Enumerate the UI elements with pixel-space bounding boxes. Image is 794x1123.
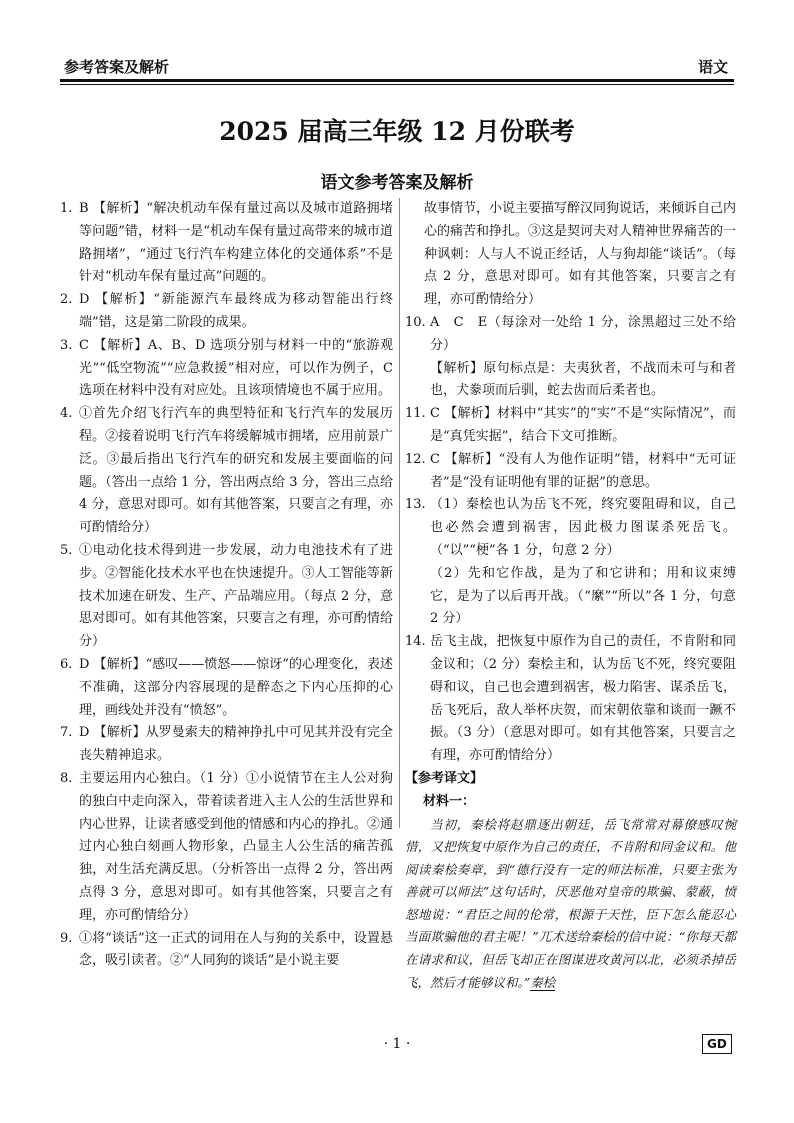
answer-item-11 — [405, 403, 736, 449]
translation-body — [405, 814, 736, 995]
item-number: 1. — [60, 201, 73, 216]
item-number: 7. — [60, 725, 73, 741]
header-section-label: 参考答案及解析 — [64, 58, 170, 76]
item-number: 4. — [60, 406, 73, 422]
item-number: 3. — [60, 337, 73, 353]
item-number: 2. — [60, 292, 73, 308]
answer-item-13-part2: （2）先和它作战，是为了和它讲和；用和议束缚它，是为了以后再开战。（“縻”“所以”各 1 分，句意 2 分） — [430, 565, 736, 627]
edition-code-badge: GD — [702, 1034, 732, 1054]
item-text: 岳飞主战，把恢复中原作为自己的责任，不肯附和同金议和；（2 分）秦桧主和，认为岳飞不死，终究要阻碍和议，自己也会遭到祸害，极力陷害、谋杀岳飞，岳飞死后，敌人举杯庆贺，而宋朝依靠和谈而一蹶不振。（3 分）（意思对即可。如有其他答案，只要言之有理，亦可酌情给分） — [430, 634, 736, 764]
item-number: 12. — [405, 451, 426, 467]
answer-item-7 — [60, 722, 393, 768]
header-rule-thick — [60, 79, 734, 82]
answer-item-4 — [60, 403, 393, 540]
answer-item-10 — [405, 312, 736, 358]
answer-item-10-analysis: 【解析】原句标点是：夫夷狄者，不战而未可与和者也，犬豢项而后驯，蛇去齿而后柔者也。 — [430, 360, 736, 399]
answer-item-8 — [60, 768, 393, 928]
translation-heading: 【参考译文】 — [405, 770, 484, 786]
item-number: 6. — [60, 656, 73, 672]
translation-material-label: 材料一： — [423, 793, 476, 809]
answer-item-9-continued: 故事情节，小说主要描写醉汉同狗说话，来倾诉自己内心的痛苦和挣扎。③这是契诃夫对人精神世界痛苦的一种讽刺：人与人不说正经话，人与狗却能“谈话”。（每点 2 分，意思对即可。如有其他答案，只要言之有理，亦可酌情给分） — [424, 201, 737, 308]
answer-item-6 — [60, 654, 393, 722]
translation-text: 当初，秦桧将赵鼎逐出朝廷，岳飞常常对幕僚感叹惋惜，又把恢复中原作为自己的责任，不肯附和同金议和。他阅读秦桧奏章，到“德行没有一定的师法标准，只要主张为善就可以师法”这句话时，厌恶他对皇帝的欺骗、蒙蔽，愤怒地说：“君臣之间的伦常，根源于天性，臣下怎么能忍心当面欺骗他的君主呢！”兀术送给秦桧的信中说：“你每天都在请求和议，但岳飞却正在图谋进攻黄河以北，必须杀掉岳飞，然后才能够议和。” — [405, 816, 736, 990]
item-number: 9. — [60, 930, 73, 946]
right-column — [405, 198, 736, 994]
page-number: · 1 · — [383, 1036, 411, 1052]
item-number: 5. — [60, 542, 73, 558]
item-number: 8. — [60, 770, 73, 786]
answer-item-1 — [60, 198, 393, 289]
item-text: 主要运用内心独白。（1 分）①小说情节在主人公对狗的独白中走向深入，带着读者进入主人公的生活世界和内心世界，让读者感受到他的情感和内心的挣扎。②通过内心独白刻画人物形象，凸显主人公生活的痛苦孤独，对生活充满反思。（分析答出一点得 2 分，答出两点得 3 分，意思对即可。如有其他答案，只要言之有理，亦可酌情给分） — [79, 770, 393, 923]
answer-item-13 — [405, 494, 736, 562]
item-text: B 【解析】“解决机动车保有量过高以及城市道路拥堵等问题”错，材料一是“机动车保有量过高带来的城市道路拥堵”，“通过飞行汽车构建立体化的交通体系”不是针对“机动车保有量过高”问题的。 — [79, 201, 393, 285]
item-text: D 【解析】“新能源汽车最终成为移动智能出行终端”错，这是第二阶段的成果。 — [79, 292, 393, 330]
item-number: 10. — [405, 314, 426, 330]
item-number: 14. — [405, 634, 426, 650]
page-subtitle: 语文参考答案及解析 — [320, 173, 474, 193]
item-text: C 【解析】材料中“其实”的“实”不是“实际情况”，而是“真凭实据”，结合下文可推断。 — [430, 406, 736, 444]
item-text: C 【解析】“没有人为他作证明”错，材料中“无可证者”是“没有证明他有罪的证据”的意思。 — [430, 451, 736, 490]
header-subject-label: 语文 — [697, 58, 728, 76]
item-text: ①将“谈话”这一正式的词用在人与狗的关系中，设置悬念，吸引读者。②“人同狗的谈话”是小说主要 — [79, 930, 393, 969]
translation-tail: 秦桧 — [530, 974, 556, 990]
header-rule-thin — [60, 84, 734, 85]
item-text: ①电动化技术得到进一步发展，动力电池技术有了进步。②智能化技术水平也在快速提升。③人工智能等新技术加速在研发、生产、产品端应用。（每点 2 分，意思对即可。如有其他答案，只要言之有理，亦可酌情给分） — [79, 542, 393, 650]
answer-item-12 — [405, 449, 736, 495]
answer-item-5 — [60, 540, 393, 654]
answer-item-14 — [405, 631, 736, 768]
left-column — [60, 198, 393, 973]
item-text: （1）秦桧也认为岳飞不死，终究要阻碍和议，自己也必然会遭到祸害，因此极力图谋杀死岳飞。（“以”“梗”各 1 分，句意 2 分） — [430, 497, 736, 558]
item-number: 13. — [405, 497, 426, 513]
item-text: A C E（每涂对一处给 1 分，涂黑超过三处不给分） — [430, 314, 736, 353]
column-divider — [399, 198, 400, 828]
answer-item-2 — [60, 289, 393, 335]
page-title: 2025 届高三年级 12 月份联考 — [219, 117, 575, 146]
item-text: D 【解析】“感叹——愤怒——惊讶”的心理变化，表述不准确，这部分内容展现的是醉态之下内心压抑的心理，画线处并没有“愤怒”。 — [79, 656, 393, 718]
answer-item-9 — [60, 928, 393, 974]
item-number: 11. — [405, 406, 426, 422]
item-text: C 【解析】A、B、D 选项分别与材料一中的“旅游观光”“低空物流”“应急救援”相对应，可以作为例子，C 选项在材料中没有对应处。且该项情境也不属于应用。 — [79, 337, 393, 399]
item-text: D 【解析】从罗曼索夫的精神挣扎中可见其并没有完全丧失精神追求。 — [79, 725, 393, 764]
item-text: ①首先介绍飞行汽车的典型特征和飞行汽车的发展历程。②接着说明飞行汽车将缓解城市拥堵，应用前景广泛。③最后指出飞行汽车的研究和发展主要面临的问题。（答出一点给 1 分，答出两点给 3 分，答出三点给 4 分，意思对即可。如有其他答案，只要言之有理，亦可酌情给分） — [79, 406, 393, 536]
answer-item-3 — [60, 335, 393, 403]
